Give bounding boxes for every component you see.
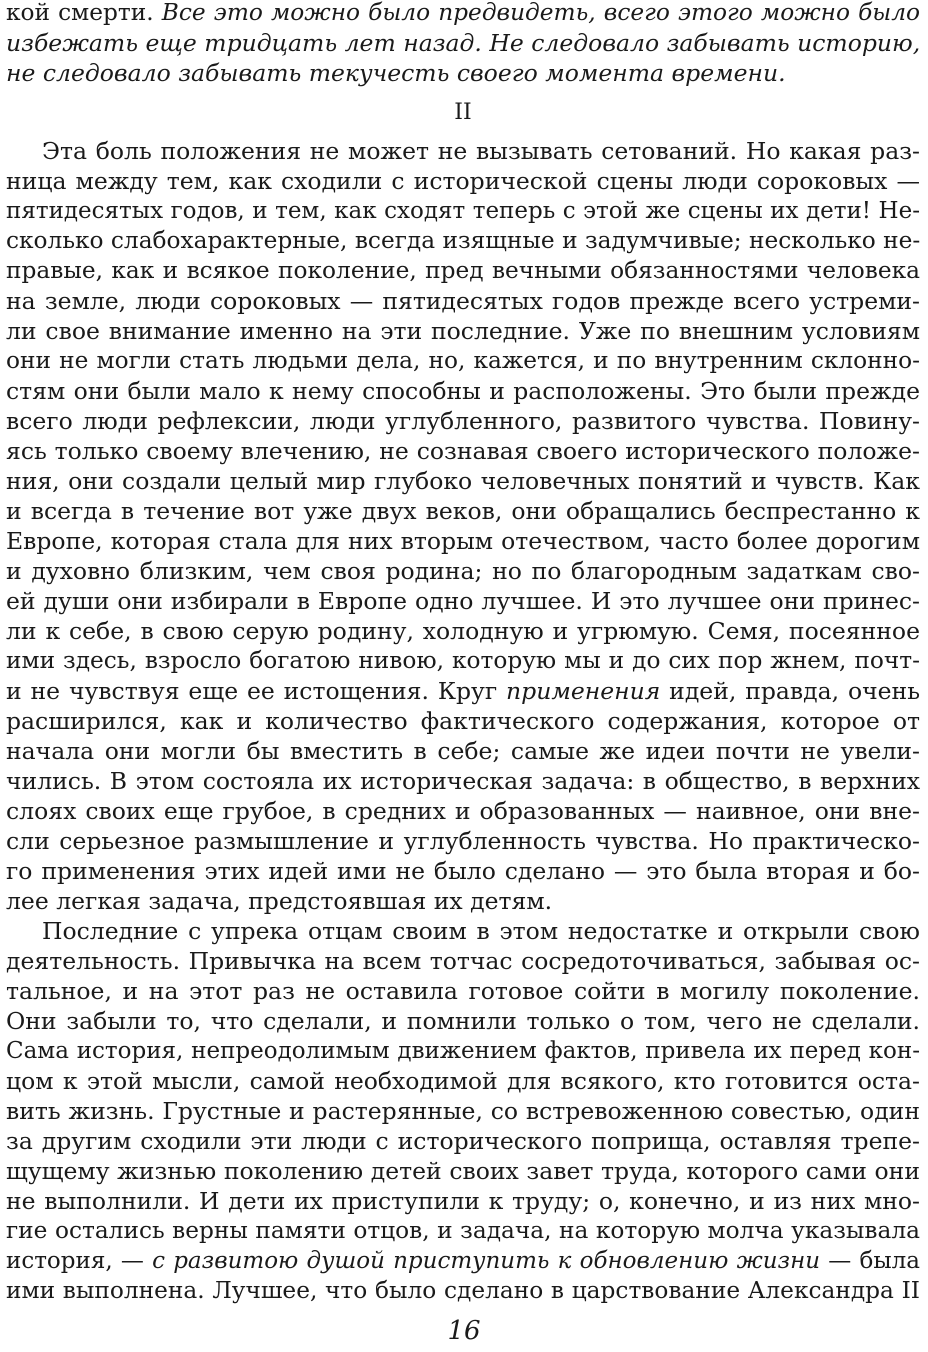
text-line: начала они могли бы вместить в себе; самые же идеи почти не увели- <box>6 737 920 765</box>
italic-run: Все это можно было предвидеть, всего этого можно было <box>161 0 920 26</box>
text-line: правые, как и всякое поколение, пред вечными обязанностями человека <box>6 257 920 284</box>
text-run: история, — <box>6 1248 153 1274</box>
text-run: идей, правда, очень <box>660 677 920 705</box>
text-line: чились. В этом состояла их историческая задача: в общество, в верхних <box>6 767 920 795</box>
text-line: гие остались верны памяти отцов, и задача, на которую молча указывала <box>6 1217 920 1244</box>
text-line: не следовало забывать текучесть своего момента времени. <box>6 59 786 87</box>
text-line <box>6 0 920 28</box>
text-line: ния, они создали целый мир глубоко человечных понятий и чувств. Как <box>6 467 920 495</box>
text-line: сколько слабохарактерные, всегда изящные и задумчивые; несколько не- <box>6 227 920 254</box>
page-content <box>6 0 920 1306</box>
text-line: Эта боль положения не может не вызывать сетований. Но какая раз- <box>42 137 920 165</box>
text-line: расширился, как и количество фактического содержания, которое от <box>6 707 920 735</box>
text-line: всего люди рефлексии, люди углубленного, развитого чувства. Повину- <box>6 407 920 435</box>
text-line: Европе, которая стала для них вторым отечеством, часто более дорогим <box>6 527 920 555</box>
text-line: вить жизнь. Грустные и растерянные, со встревоженною совестью, один <box>6 1097 920 1125</box>
text-line: Они забыли то, что сделали, и помнили только о том, чего не сделали. <box>6 1007 920 1035</box>
text-line: ей души они избирали в Европе одно лучшее. И это лучшее они принес- <box>6 587 920 615</box>
text-line: и всегда в течение вот уже двух веков, они обращались беспрестанно к <box>6 497 920 525</box>
text-line: за другим сходили эти люди с исторического поприща, оставляя трепе- <box>6 1127 920 1155</box>
text-line: слоях своих еще грубое, в средних и образованных — наивное, они вне- <box>6 797 920 825</box>
text-line: ясь только своему влечению, не сознавая своего исторического положе- <box>6 437 920 465</box>
text-line: Сама история, непреодолимым движением фактов, привела их перед кон- <box>6 1038 920 1064</box>
text-line: и духовно близким, чем своя родина; но по благородным задаткам сво- <box>6 557 920 585</box>
intro-block <box>6 0 920 88</box>
text-line: цом к этой мысли, самой необходимой для всякого, кто готовится оста- <box>6 1067 920 1095</box>
paragraph-1 <box>6 136 920 916</box>
text-line: ими здесь, взросло богатою нивою, которую мы и до сих пор жнем, почт- <box>6 647 920 674</box>
text-line: лее легкая задача, предстоявшая их детям. <box>6 887 553 915</box>
text-line: ими выполнена. Лучшее, что было сделано в царствование Александра II <box>6 1277 920 1304</box>
text-line: стям они были мало к нему способны и расположены. Это были прежде <box>6 377 920 405</box>
text-line <box>6 676 920 706</box>
text-line: щущему жизнью поколению детей своих завет труда, которого сами они <box>6 1157 920 1185</box>
text-line: Последние с упрека отцам своим в этом недостатке и открыли свою <box>42 917 920 945</box>
text-line: пятидесятых годов, и тем, как сходят теперь с этой же сцены их дети! Не- <box>6 198 920 224</box>
text-run: — была <box>820 1248 920 1274</box>
text-line: ли к себе, в свою серую родину, холодную и угрюмую. Семя, посеянное <box>6 617 920 645</box>
paragraph-2 <box>6 916 920 1306</box>
italic-run: с развитою душой приступить к обновлению жизни <box>152 1248 821 1274</box>
text-run: и не чувствуя еще ее истощения. Круг <box>6 677 507 705</box>
text-line: го применения этих идей ими не было сделано — это была вторая и бо- <box>6 857 920 885</box>
text-line: тальное, и на этот раз не оставила готовое сойти в могилу поколение. <box>6 977 920 1005</box>
text-line: сли серьезное размышление и углубленность чувства. Но практическо- <box>6 827 920 855</box>
text-line: ли свое внимание именно на эти последние. Уже по внешним условиям <box>6 317 920 345</box>
italic-run: применения <box>506 677 661 705</box>
text-line: избежать еще тридцать лет назад. Не следовало забывать историю, <box>6 29 920 57</box>
text-line: ница между тем, как сходили с исторической сцены люди сороковых — <box>6 167 920 195</box>
text-line: на земле, люди сороковых — пятидесятых годов прежде всего устреми- <box>6 287 920 315</box>
text-line: они не могли стать людьми дела, но, кажется, и по внутренним склонно- <box>6 347 920 374</box>
page-number: 16 <box>447 1316 481 1346</box>
section-heading: II <box>454 100 472 125</box>
text-line: деятельность. Привычка на всем тотчас сосредоточиваться, забывая ос- <box>6 947 920 975</box>
text-line <box>6 1246 920 1276</box>
text-line: не выполнили. И дети их приступили к труду; о, конечно, и из них мно- <box>6 1187 920 1215</box>
text-run: кой смерти. <box>6 0 162 26</box>
